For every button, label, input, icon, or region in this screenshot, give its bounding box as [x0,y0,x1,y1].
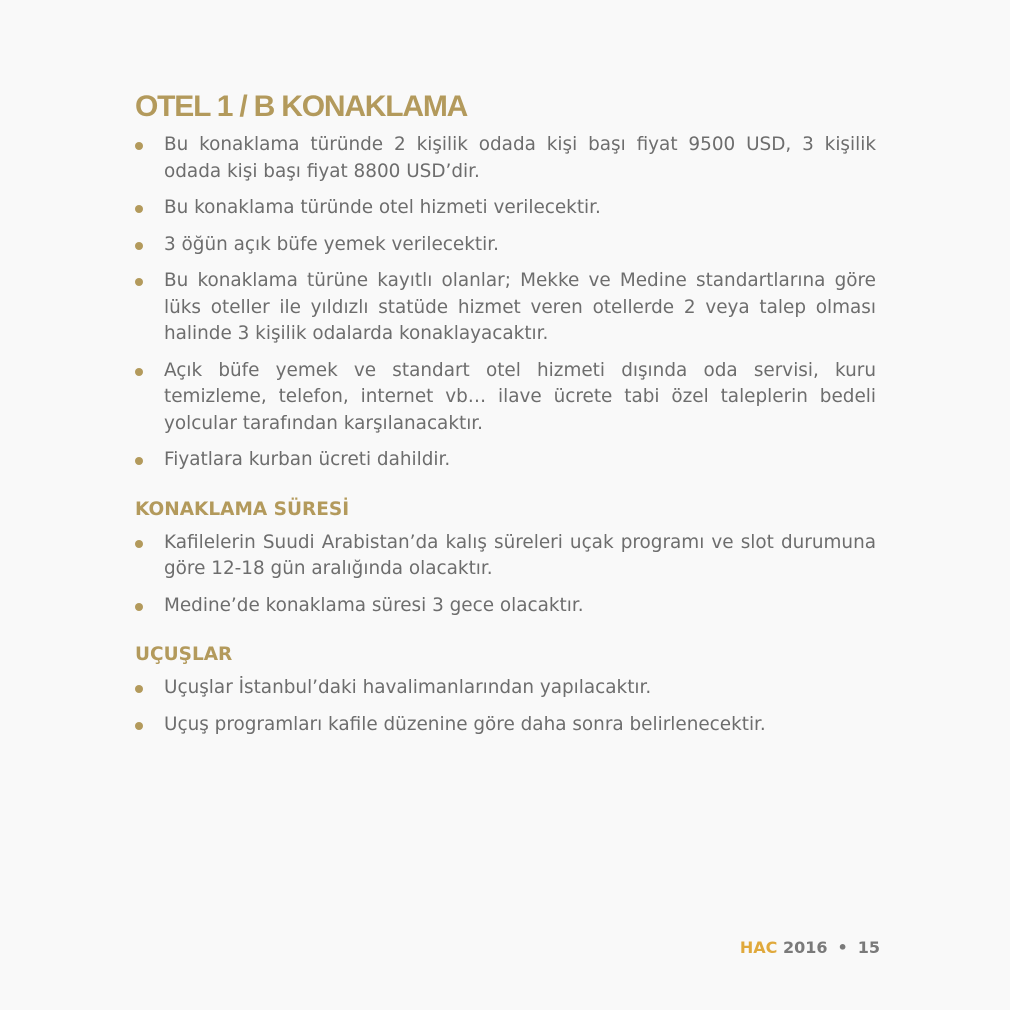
bullet-icon [135,722,143,730]
list-item-text: Fiyatlara kurban ücreti dahildir. [164,449,451,470]
bullet-icon [135,368,143,376]
bullet-icon [135,457,143,465]
footer-year: 2016 [782,938,828,957]
list-item [135,232,876,259]
duration-list [135,530,876,620]
list-item-text: Açık büfe yemek ve standart otel hizmeti dışında oda servisi, kuru temizleme, telefon, internet vb… ilave ücrete tabi özel taleplerin bedeli yolcular tarafından karşılanacaktır. [164,359,876,434]
bullet-icon [135,603,143,611]
list-item [135,447,876,474]
footer-brand: HAC [739,938,778,957]
bullet-icon [135,540,143,548]
bullet-icon [135,278,143,286]
page-number: 15 [857,938,880,957]
list-item-text: Uçuşlar İstanbul’daki havalimanlarından yapılacaktır. [164,677,652,698]
bullet-icon [135,205,143,213]
accommodation-list [135,132,876,474]
list-item-text: Kafilelerin Suudi Arabistan’da kalış süreleri uçak programı ve slot durumuna göre 12-18 gün aralığında olacaktır. [164,531,876,579]
list-item-text: 3 öğün açık büfe yemek verilecektir. [164,233,499,255]
list-item-text: Medine’de konaklama süresi 3 gece olacaktır. [164,594,584,616]
flights-section-title: UÇUŞLAR [135,644,233,665]
footer-separator: • [837,938,848,957]
bullet-icon [135,142,143,150]
list-item [135,593,876,620]
bullet-icon [135,685,143,693]
list-item [135,712,876,739]
flights-list [135,675,876,738]
list-item-text: Uçuş programları kafile düzenine göre daha sonra belirlenecektir. [164,713,766,735]
list-item [135,195,876,222]
list-item-text: Bu konaklama türünde otel hizmeti verilecektir. [164,197,601,218]
document-page [135,88,876,748]
list-item [135,530,876,583]
list-item-text: Bu konaklama türüne kayıtlı olanlar; Mekke ve Medine standartlarına göre lüks oteller ile yıldızlı statüde hizmet veren otellerde 2 veya talep olması halinde 3 kişilik odalarda konaklayacaktır. [164,270,876,344]
list-item [135,268,876,348]
list-item [135,675,876,702]
page-title: OTEL 1 / B KONAKLAMA [135,90,468,123]
list-item-text: Bu konaklama türünde 2 kişilik odada kişi başı fiyat 9500 USD, 3 kişilik odada kişi başı fiyat 8800 USD’dir. [164,134,876,182]
bullet-icon [135,242,143,250]
list-item [135,132,876,185]
list-item [135,358,876,438]
page-footer [740,938,880,957]
duration-section-title: KONAKLAMA SÜRESİ [135,498,350,520]
